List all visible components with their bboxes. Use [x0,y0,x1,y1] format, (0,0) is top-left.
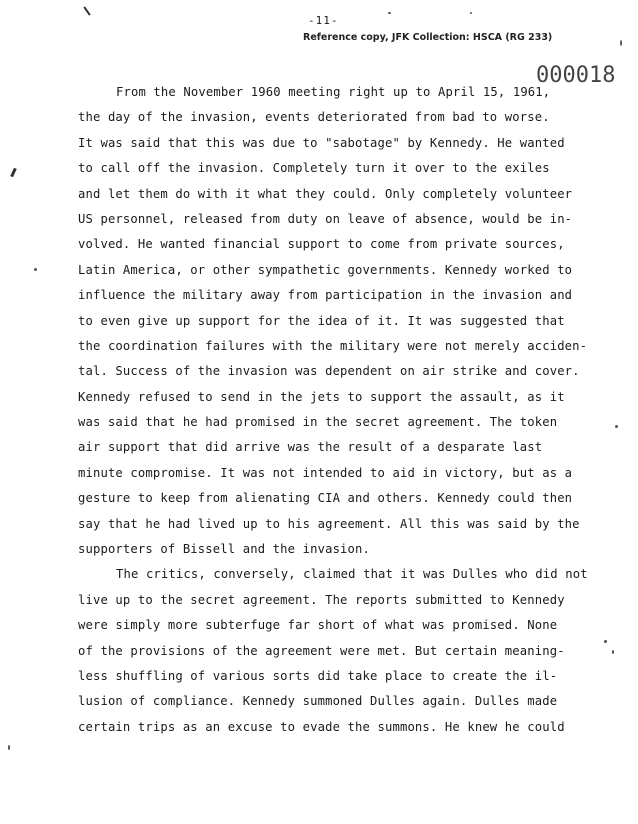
text-line: were simply more subterfuge far short of what was promised. None [78,618,558,633]
reference-stamp: Reference copy, JFK Collection: HSCA (RG 233) [303,32,553,43]
text-line: Kennedy refused to send in the jets to support the assault, as it [78,389,565,404]
text-line: supporters of Bissell and the invasion. [78,542,371,557]
document-number: 000018 [536,63,616,88]
text-line: volved. He wanted financial support to come from private sources, [78,237,565,252]
text-line: to call off the invasion. Completely turn it over to the exiles [78,161,550,176]
text-line: less shuffling of various sorts did take place to create the il- [78,668,558,683]
text-line: tal. Success of the invasion was dependent on air strike and cover. [78,364,580,379]
text-line: the day of the invasion, events deteriorated from bad to worse. [78,110,550,125]
text-line: lusion of compliance. Kennedy summoned Dulles again. Dulles made [78,694,558,709]
text-line: and let them do with it what they could. Only completely volunteer [78,186,573,201]
text-line: From the November 1960 meeting right up to April 15, 1961, [116,85,551,99]
scan-speck [470,12,472,14]
text-line: of the provisions of the agreement were met. But certain meaning- [78,643,565,658]
text-line: influence the military away from participation in the invasion and [78,288,573,303]
text-line: It was said that this was due to "sabotage" by Kennedy. He wanted [78,135,565,150]
text-line: minute compromise. It was not intended to aid in victory, but as a [78,465,573,480]
text-line: US personnel, released from duty on leave of absence, would be in- [78,211,573,226]
scan-speck [8,745,10,750]
scan-speck [620,40,622,46]
text-line: gesture to keep from alienating CIA and others. Kennedy could then [78,491,573,506]
scan-mark-top-left [83,6,90,15]
text-line: was said that he had promised in the secret agreement. The token [78,415,558,430]
body-text [78,80,618,740]
text-line: The critics, conversely, claimed that it was Dulles who did not [116,567,588,582]
text-line: to even give up support for the idea of it. It was suggested that [78,313,565,328]
scan-mark-left-margin [10,168,17,177]
text-line: live up to the secret agreement. The reports submitted to Kennedy [78,592,565,607]
page-number: -11- [308,14,339,27]
text-line: the coordination failures with the military were not merely acciden- [78,338,588,353]
text-line: air support that did arrive was the result of a desparate last [78,440,543,455]
text-line: Latin America, or other sympathetic governments. Kennedy worked to [78,262,573,277]
text-line: say that he had lived up to his agreement. All this was said by the [78,516,580,531]
scan-speck [388,12,391,14]
scan-speck [34,268,37,271]
text-line: certain trips as an excuse to evade the summons. He knew he could [78,719,565,734]
